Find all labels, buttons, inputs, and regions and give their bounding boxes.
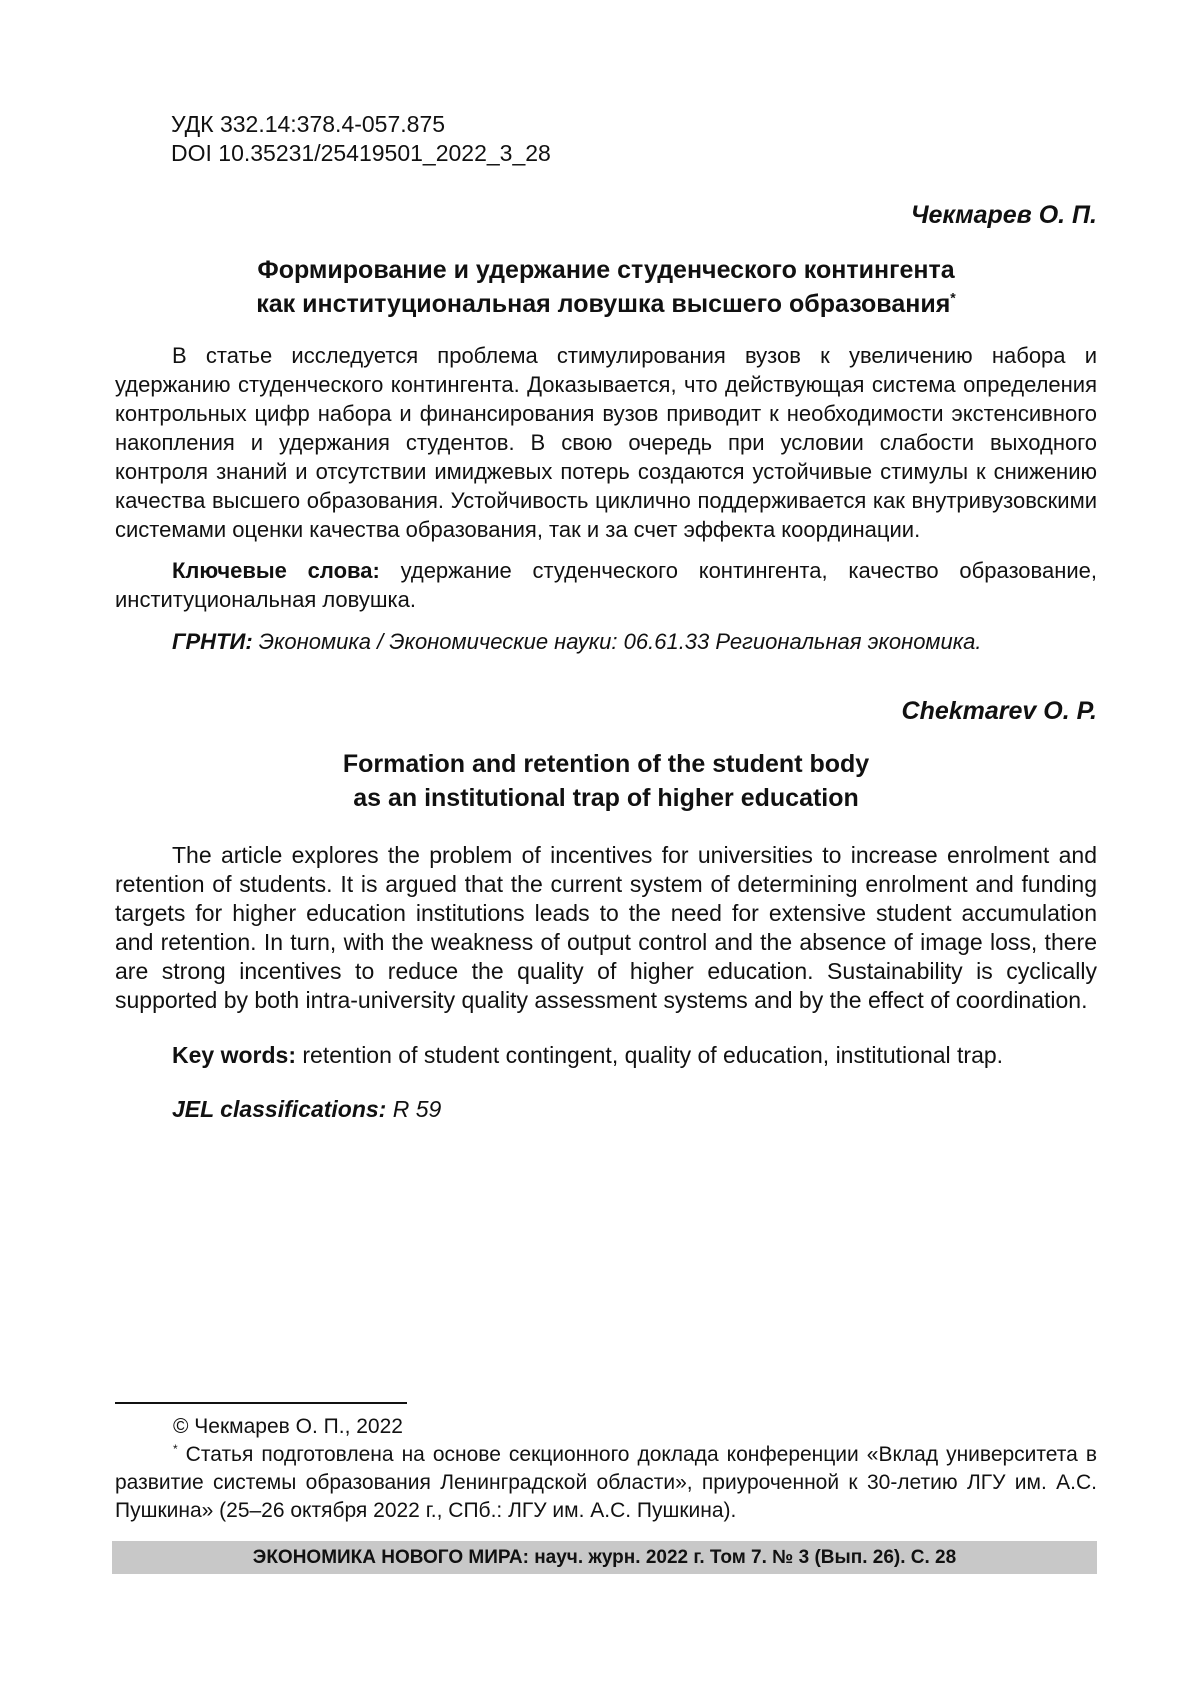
jel-en [115, 1095, 1097, 1124]
abstract-ru: В статье исследуется проблема стимулирования вузов к увеличению набора и удержанию студенческого контингента. Доказывается, что действующая система определения контрольных цифр набора и финансирования вузов приводит к необходимости экстенсивного накопления и удержания студентов. В свою очередь при условии слабости выходного контроля знаний и отсутствии имиджевых потерь создаются устойчивые стимулы к снижению качества высшего образования. Устойчивость циклично поддерживается как внутривузовскими системами оценки качества образования, так и за счет эффекта координации. [115, 343, 1097, 542]
keywords-en-label: Key words: [172, 1042, 296, 1068]
doi-code: DOI 10.35231/25419501_2022_3_28 [171, 140, 551, 166]
footnotes [115, 1413, 1097, 1525]
copyright-note: © Чекмарев О. П., 2022 [173, 1415, 403, 1438]
title-ru-line2: как институциональная ловушка высшего образования* [256, 289, 956, 318]
footnote-mark: * [173, 1442, 178, 1456]
author-ru: Чекмарев О. П. [910, 201, 1097, 229]
grnti-label: ГРНТИ: [172, 629, 253, 654]
keywords-en [115, 1041, 1097, 1070]
keywords-ru-label: Ключевые слова: [172, 558, 380, 583]
jel-label: JEL classifications: [172, 1096, 387, 1122]
grnti-ru [115, 627, 1097, 656]
abstract-en: The article explores the problem of incentives for universities to increase enrolment and retention of students. It is argued that the current system of determining enrolment and funding targets for higher education institutions leads to the need for extensive student accumulation and retention. In turn, with the weakness of output control and the absence of image loss, there are strong incentives to reduce the quality of higher education. Sustainability is cyclically supported by both intra-university quality assessment systems and by the effect of coordination. [115, 842, 1097, 1013]
udk-code: УДК 332.14:378.4-057.875 [171, 111, 446, 137]
article-page [115, 110, 1097, 1124]
title-ru [115, 253, 1097, 321]
footnote-mark: * [950, 289, 956, 306]
journal-citation-bar: ЭКОНОМИКА НОВОГО МИРА: науч. журн. 2022 г. Том 7. № 3 (Вып. 26). С. 28 [112, 1541, 1097, 1574]
grnti-text: Экономика / Экономические науки: 06.61.33 Региональная экономика. [258, 629, 982, 654]
jel-text: R 59 [392, 1096, 442, 1122]
title-en [115, 747, 1097, 815]
title-en-line2: as an institutional trap of higher education [353, 784, 859, 812]
footnote-divider [115, 1402, 407, 1404]
keywords-en-text: retention of student contingent, quality of education, institutional trap. [302, 1042, 1004, 1068]
keywords-ru [115, 556, 1097, 614]
author-en: Chekmarev O. P. [901, 697, 1097, 725]
identifiers [115, 110, 1097, 168]
keywords-ru-text: удержание студенческого контингента, качество образование, институциональная ловушка. [115, 558, 1097, 612]
conference-note: * Статья подготовлена на основе секционного доклада конференции «Вклад университета в развитие системы образования Ленинградской области», приуроченной к 30-летию ЛГУ им. А.С. Пушкина» (25–26 октября 2022 г., СПб.: ЛГУ им. А.С. Пушкина). [115, 1442, 1097, 1522]
title-ru-line1: Формирование и удержание студенческого контингента [257, 256, 955, 284]
title-en-line1: Formation and retention of the student body [342, 750, 870, 778]
